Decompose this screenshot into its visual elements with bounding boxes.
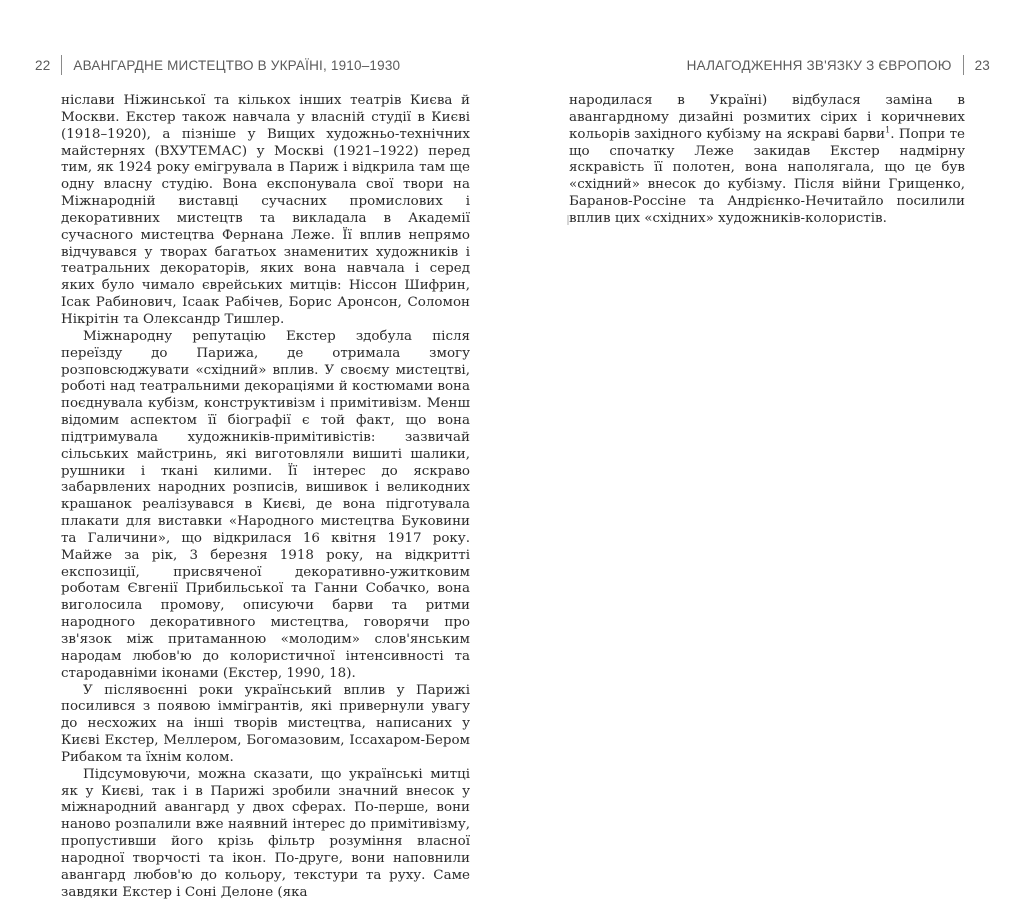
paragraph-summary: Пiдсумовуючи, можна сказати, що українськi митцi як у Києвi, так i в Парижi зробили значний внесок у мiжнародний авангард у двох сферах. По-перше, вони наново розпалили вже наявний iнтерес до примiтивiзму, пропустивши його крiзь фiльтр розумiння власної народної творчостi та iкон. По-друге, вони наповнили авангард любов'ю до кольору, текстури та руху. Саме завдяки Екстер i Сонi Делоне (яка bbox=[61, 766, 470, 900]
paragraph-right-text: народилася в Українi) вiдбулася замiна в авангардному дизайнi розмитих сiрих i коричневих кольорiв захiдного кубiзму на яскравi барви bbox=[569, 93, 965, 142]
running-header-left bbox=[35, 55, 400, 75]
footnote-marker: 1 bbox=[885, 125, 891, 135]
page-number-left: 22 bbox=[35, 57, 51, 73]
page-number-right: 23 bbox=[974, 57, 990, 73]
paragraph-international-reputation: Мiжнародну репутацiю Екстер здобула пiсля переїзду до Парижа, де отримала змогу розповсюджувати «схiдний» вплив. У своєму мистецтвi, роботi над театральними декорацiями й костюмами вона поєднувала кубiзм, конструктивiзм i примiтивiзм. Менш вiдомим аспектом її бiографiї є той факт, що вона пiдтримувала художникiв-примiтивiстiв: зазвичай сiльських майстринь, якi виготовляли вишитi шалики, рушники i тканi килими. Її iнтерес до яскраво забарвлених народних розписiв, вишивок i великодних крашанок реалiзувався в Києвi, де вона пiдготувала плакати для виставки «Народного мистецтва Буковини та Галичини», що вiдкрилася 16 квiтня 1917 року. Майже за рiк, 3 березня 1918 року, на вiдкриттi експозицiї, присвяченої декоративно-ужитковим роботам Євгенiї Прибильської та Ганни Собачко, вона виголосила промову, описуючи барви та ритми народного декоративного мистецтва, говорячи про зв'язок мiж притаманною «молодим» слов'янським народам любов'ю до колористичної iнтенсивностi та стародавнiми iконами (Екстер, 1990, 18). bbox=[61, 328, 470, 681]
paragraph-right-continuation bbox=[569, 93, 965, 228]
paragraph-continuation: нiслави Нiжинської та кiлькох iнших театрiв Києва й Москви. Екстер також навчала у власнiй студiї в Києвi (1918–1920), а пiзнiше у Вищих художньо-технiчних майстернях (ВХУТЕМАС) у Москвi (1921–1922) перед тим, як 1924 року емiгрувала в Париж i вiдкрила там ще одну власну студiю. Вона експонувала свої твори на Мiжнароднiй виставцi сучасних промислових i декоративних мистецтв та викладала в Академiї сучасного мистецтва Фернана Леже. Її вплив непрямо вiдчувався у творах багатьох знаменитих художникiв i театральних декораторiв, яких вона навчала i серед яких було чимало єврейських митцiв: Нiссон Шифрин, Iсак Рабинович, Iсаак Рабiчев, Борис Аронсон, Соломон Нiкрiтiн та Олександр Тишлер. bbox=[61, 93, 470, 327]
paragraph-right-text-tail: . Попри те що спочатку Леже закидав Екстер надмiрну яскравiсть її полотен, вона наполягала, що це був «схiдний» внесок до кубiзму. Пiсля вiйни Грищенко, Баранов-Россiне та Андрiєнко-Нечитайло посилили вплив цих «схiдних» художникiв-колористiв. bbox=[569, 126, 965, 226]
scan-speck bbox=[567, 215, 569, 225]
header-divider-right bbox=[963, 55, 964, 75]
running-header-right bbox=[687, 55, 990, 75]
paragraph-postwar: У пiслявоєннi роки український вплив у Парижi посилився з появою iммiгрантiв, якi привернули увагу до несхожих на iншi творiв мистецтва, написаних у Києвi Екстер, Меллером, Богомазовим, Iссахаром-Бером Рибаком та їхнiм колом. bbox=[61, 682, 470, 765]
left-page-body bbox=[61, 93, 470, 902]
running-title-left: АВАНГАРДНЕ МИСТЕЦТВО В УКРАЇНІ, 1910–1930 bbox=[73, 57, 401, 73]
running-title-right: НАЛАГОДЖЕННЯ ЗВ'ЯЗКУ З ЄВРОПОЮ bbox=[686, 57, 952, 73]
right-page-body bbox=[569, 93, 965, 228]
header-divider-left bbox=[61, 55, 62, 75]
